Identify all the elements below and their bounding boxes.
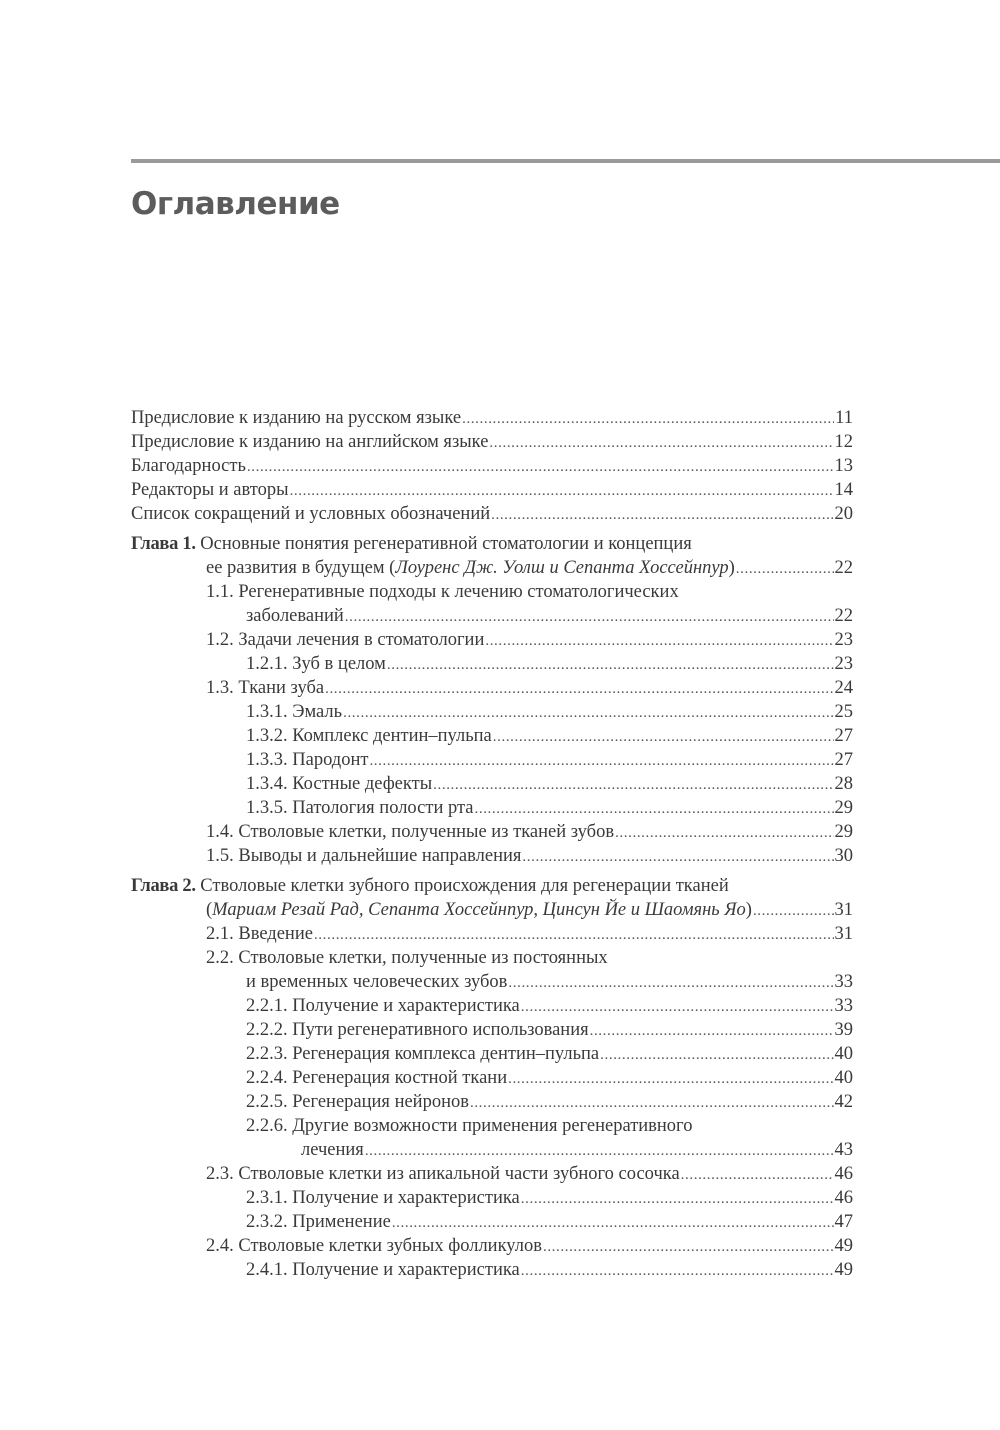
toc-section-1-1[interactable]: 1.1. Регенеративные подходы к лечению стоматологических <box>206 582 679 602</box>
table-of-contents <box>131 406 853 1282</box>
dot-leader <box>387 652 834 677</box>
toc-chapter-2-heading-cont[interactable]: (Мариам Резай Рад, Сепанта Хоссейнпур, Цинсун Йе и Шаомянь Яо) ..... 31 <box>131 898 853 922</box>
toc-section-1-3-1[interactable]: 1.3.1. Эмаль ..... 25 <box>131 700 853 724</box>
toc-section-1-3-2[interactable]: 1.3.2. Комплекс дентин–пульпа ..... 27 <box>131 724 853 748</box>
dot-leader <box>314 922 834 947</box>
toc-entry-label: Благодарность <box>131 456 246 476</box>
toc-page-number: 27 <box>834 726 853 746</box>
toc-section-1-2[interactable]: 1.2. Задачи лечения в стоматологии ..... 23 <box>131 628 853 652</box>
dot-leader <box>247 454 834 479</box>
chapter-authors: Лоуренс Дж. Уолш и Сепанта Хоссейнпур <box>395 558 729 578</box>
dot-leader <box>521 1186 834 1211</box>
toc-page-number: 49 <box>834 1236 853 1256</box>
toc-section-2-4-1[interactable]: 2.4.1. Получение и характеристика ..... 49 <box>131 1258 853 1282</box>
toc-section-2-2-4[interactable]: 2.2.4. Регенерация костной ткани ..... 40 <box>131 1066 853 1090</box>
dot-leader <box>522 844 833 869</box>
toc-page-number: 29 <box>834 822 853 842</box>
toc-page-number: 40 <box>834 1068 853 1088</box>
toc-section-2-2-2[interactable]: 2.2.2. Пути регенеративного использования ..... 39 <box>131 1018 853 1042</box>
dot-leader <box>365 1138 834 1163</box>
toc-page-number: 47 <box>834 1212 853 1232</box>
toc-page-number: 23 <box>834 654 853 674</box>
header-rule <box>131 159 1000 163</box>
toc-page-number: 22 <box>834 606 853 626</box>
toc-page-number: 46 <box>834 1164 853 1184</box>
chapter-authors: Мариам Резай Рад, Сепанта Хоссейнпур, Цинсун Йе и Шаомянь Яо <box>212 900 746 920</box>
toc-page-number: 29 <box>834 798 853 818</box>
toc-chapter-1-heading[interactable] <box>131 532 853 556</box>
page-title: Оглавление <box>131 186 340 222</box>
toc-chapter-1-heading-cont[interactable]: ее развития в будущем (Лоуренс Дж. Уолш и Сепанта Хоссейнпур) ..... 22 <box>131 556 853 580</box>
dot-leader <box>485 628 833 653</box>
dot-leader <box>521 994 834 1019</box>
toc-section-1-3-5[interactable]: 1.3.5. Патология полости рта ..... 29 <box>131 796 853 820</box>
toc-section-2-3[interactable]: 2.3. Стволовые клетки из апикальной части зубного сосочка ..... 46 <box>131 1162 853 1186</box>
dot-leader <box>736 556 834 581</box>
toc-entry-front-4[interactable] <box>131 502 853 526</box>
toc-section-1-4[interactable]: 1.4. Стволовые клетки, полученные из тканей зубов ..... 29 <box>131 820 853 844</box>
toc-page-number: 20 <box>834 504 853 524</box>
toc-page-number: 23 <box>834 630 853 650</box>
toc-section-1-3[interactable]: 1.3. Ткани зуба ..... 24 <box>131 676 853 700</box>
dot-leader <box>590 1018 834 1043</box>
dot-leader <box>508 1066 833 1091</box>
dot-leader <box>600 1042 833 1067</box>
toc-page-number: 30 <box>834 846 853 866</box>
toc-section-1-2-1[interactable]: 1.2.1. Зуб в целом ..... 23 <box>131 652 853 676</box>
toc-page-number: 27 <box>834 750 853 770</box>
toc-section-2-2-cont[interactable]: и временных человеческих зубов ..... 33 <box>131 970 853 994</box>
dot-leader <box>470 1090 834 1115</box>
dot-leader <box>543 1234 834 1259</box>
toc-section-2-2-3[interactable]: 2.2.3. Регенерация комплекса дентин–пульпа ..... 40 <box>131 1042 853 1066</box>
toc-entry-front-1[interactable] <box>131 430 853 454</box>
dot-leader <box>392 1210 834 1235</box>
toc-section-2-4[interactable]: 2.4. Стволовые клетки зубных фолликулов ..... 49 <box>131 1234 853 1258</box>
toc-section-2-3-1[interactable]: 2.3.1. Получение и характеристика ..... 46 <box>131 1186 853 1210</box>
dot-leader <box>433 772 833 797</box>
dot-leader <box>290 478 834 503</box>
toc-entry-label: Предисловие к изданию на английском языке <box>131 432 489 452</box>
toc-section-2-3-2[interactable]: 2.3.2. Применение ..... 47 <box>131 1210 853 1234</box>
dot-leader <box>475 796 834 821</box>
dot-leader <box>345 604 834 629</box>
toc-section-2-1[interactable]: 2.1. Введение ..... 31 <box>131 922 853 946</box>
dot-leader <box>491 502 833 527</box>
toc-page-number: 42 <box>834 1092 853 1112</box>
toc-page-number: 43 <box>834 1140 853 1160</box>
toc-page-number: 22 <box>834 558 853 578</box>
chapter-title: Стволовые клетки зубного происхождения для регенерации тканей <box>200 876 729 896</box>
toc-section-2-2-6-cont[interactable]: лечения ..... 43 <box>131 1138 853 1162</box>
toc-page-number: 11 <box>835 408 853 428</box>
toc-section-1-3-4[interactable]: 1.3.4. Костные дефекты ..... 28 <box>131 772 853 796</box>
toc-section-2-2-1[interactable]: 2.2.1. Получение и характеристика ..... 33 <box>131 994 853 1018</box>
toc-entry-front-3[interactable] <box>131 478 853 502</box>
dot-leader <box>462 406 834 431</box>
toc-chapter-2-heading[interactable] <box>131 874 853 898</box>
chapter-title-cont: ее развития в будущем ( <box>206 558 396 578</box>
toc-page-number: 24 <box>834 678 853 698</box>
toc-page-number: 46 <box>834 1188 853 1208</box>
toc-page-number: 39 <box>834 1020 853 1040</box>
toc-entry-front-0[interactable] <box>131 406 853 430</box>
toc-page-number: 31 <box>834 900 853 920</box>
chapter-number: Глава 2. <box>131 876 196 896</box>
chapter-number: Глава 1. <box>131 534 196 554</box>
dot-leader <box>369 748 833 773</box>
toc-section-2-2[interactable]: 2.2. Стволовые клетки, полученные из постоянных <box>206 948 608 968</box>
toc-entry-label: Предисловие к изданию на русском языке <box>131 408 462 428</box>
toc-page-number: 25 <box>834 702 853 722</box>
toc-entry-label: Редакторы и авторы <box>131 480 289 500</box>
toc-page-number: 33 <box>834 996 853 1016</box>
dot-leader <box>521 1258 834 1283</box>
toc-page-number: 28 <box>834 774 853 794</box>
toc-page-number: 49 <box>834 1260 853 1280</box>
dot-leader <box>508 970 833 995</box>
dot-leader <box>493 724 834 749</box>
toc-entry-front-2[interactable] <box>131 454 853 478</box>
chapter-title: Основные понятия регенеративной стоматологии и концепция <box>200 534 692 554</box>
dot-leader <box>681 1162 834 1187</box>
toc-page-number: 14 <box>834 480 853 500</box>
toc-entry-label: Список сокращений и условных обозначений <box>131 504 491 524</box>
dot-leader <box>489 430 833 455</box>
toc-page-number: 13 <box>834 456 853 476</box>
toc-section-1-1-cont[interactable]: заболеваний ..... 22 <box>131 604 853 628</box>
toc-section-1-3-3[interactable]: 1.3.3. Пародонт ..... 27 <box>131 748 853 772</box>
toc-page-number: 12 <box>834 432 853 452</box>
toc-page-number: 33 <box>834 972 853 992</box>
toc-page-number: 40 <box>834 1044 853 1064</box>
dot-leader <box>343 700 833 725</box>
toc-section-1-5[interactable]: 1.5. Выводы и дальнейшие направления ..... 30 <box>131 844 853 868</box>
dot-leader <box>615 820 833 845</box>
toc-section-2-2-6[interactable]: 2.2.6. Другие возможности применения регенеративного <box>246 1116 693 1136</box>
toc-page-number: 31 <box>834 924 853 944</box>
toc-section-2-2-5[interactable]: 2.2.5. Регенерация нейронов ..... 42 <box>131 1090 853 1114</box>
dot-leader <box>325 676 833 701</box>
dot-leader <box>753 898 834 923</box>
